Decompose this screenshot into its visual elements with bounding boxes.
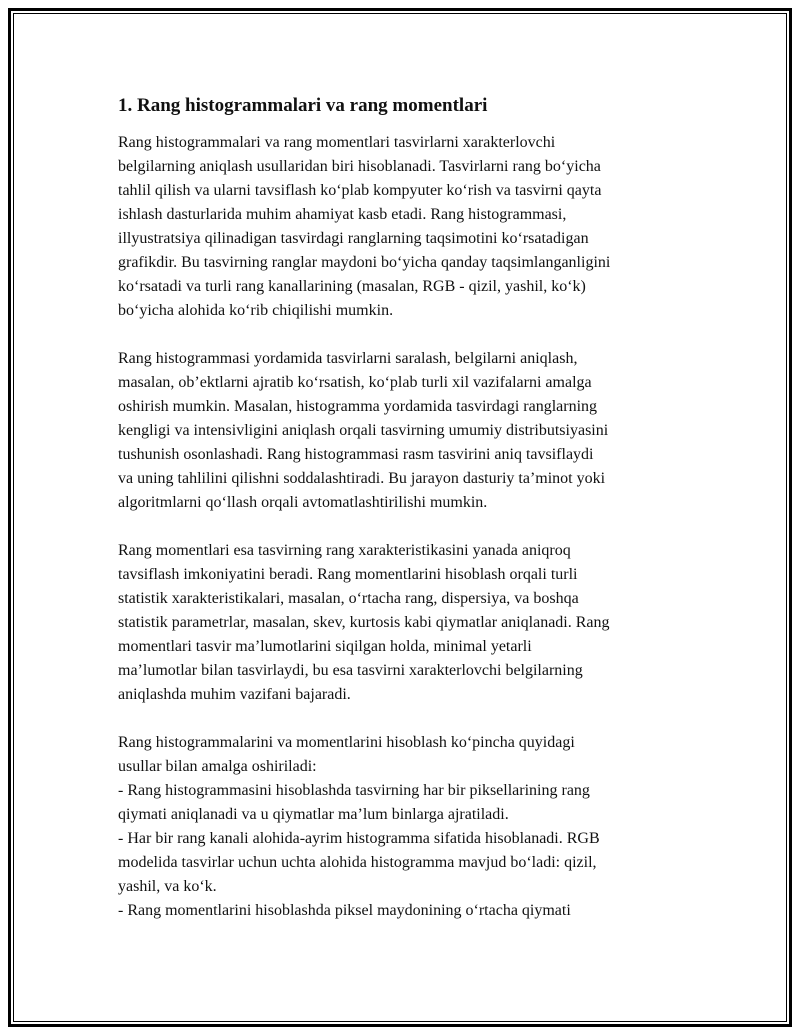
text-line: algoritmlarni qo‘llash orqali avtomatlashtirilishi mumkin.: [118, 494, 488, 511]
text-line: masalan, ob’ektlarni ajratib ko‘rsatish, ko‘plab turli xil vazifalarni amalga: [118, 374, 592, 391]
text-line: Rang momentlari esa tasvirning rang xarakteristikasini yanada aniqroq: [118, 542, 571, 559]
text-line: usullar bilan amalga oshiriladi:: [118, 758, 317, 775]
text-line: tavsiflash imkoniyatini beradi. Rang momentlarini hisoblash orqali turli: [118, 566, 578, 583]
text-line: ishlash dasturlarida muhim ahamiyat kasb etadi. Rang histogrammasi,: [118, 206, 567, 223]
text-line: ma’lumotlar bilan tasvirlaydi, bu esa tasvirni xarakterlovchi belgilarning: [118, 662, 583, 679]
text-line: belgilarning aniqlash usullaridan biri hisoblanadi. Tasvirlarni rang bo‘yicha: [118, 158, 601, 175]
text-line: kengligi va intensivligini aniqlash orqali tasvirning umumiy distributsiyasini: [118, 422, 609, 439]
text-line: grafikdir. Bu tasvirning ranglar maydoni bo‘yicha qanday taqsimlanganligini: [118, 254, 611, 271]
text-line: tahlil qilish va ularni tavsiflash ko‘plab kompyuter ko‘rish va tasvirni qayta: [118, 182, 602, 199]
text-line: oshirish mumkin. Masalan, histogramma yordamida tasvirdagi ranglarning: [118, 398, 598, 415]
text-line: statistik parametrlar, masalan, skev, kurtosis kabi qiymatlar aniqlanadi. Rang: [118, 614, 610, 631]
text-line: Rang histogrammalarini va momentlarini hisoblash ko‘pincha quyidagi: [118, 734, 575, 751]
text-line: Rang histogrammalari va rang momentlari tasvirlarni xarakterlovchi: [118, 134, 556, 151]
paragraph-1: [118, 131, 688, 323]
section-heading: 1. Rang histogrammalari va rang momentlari: [118, 95, 488, 116]
paragraph-4: [118, 731, 688, 923]
text-line: bo‘yicha alohida ko‘rib chiqilishi mumkin.: [118, 302, 394, 319]
text-line: aniqlashda muhim vazifani bajaradi.: [118, 686, 351, 703]
paragraph-2: [118, 347, 688, 515]
paragraph-3: [118, 539, 688, 707]
document-body: [118, 93, 688, 923]
text-line: momentlari tasvir ma’lumotlarini siqilgan holda, minimal yetarli: [118, 638, 532, 655]
list-item: - Har bir rang kanali alohida-ayrim histogramma sifatida hisoblanadi. RGB: [118, 830, 600, 847]
text-line: ko‘rsatadi va turli rang kanallarining (masalan, RGB - qizil, yashil, ko‘k): [118, 278, 586, 295]
text-line: modelida tasvirlar uchun uchta alohida histogramma mavjud bo‘ladi: qizil,: [118, 854, 597, 871]
text-line: tushunish osonlashadi. Rang histogrammasi rasm tasvirini aniq tavsiflaydi: [118, 446, 594, 463]
text-line: qiymati aniqlanadi va u qiymatlar ma’lum binlarga ajratiladi.: [118, 806, 509, 823]
text-line: illyustratsiya qilinadigan tasvirdagi ranglarning taqsimotini ko‘rsatadigan: [118, 230, 589, 247]
text-line: statistik xarakteristikalari, masalan, o‘rtacha rang, dispersiya, va boshqa: [118, 590, 579, 607]
text-line: Rang histogrammasi yordamida tasvirlarni saralash, belgilarni aniqlash,: [118, 350, 578, 367]
list-item: - Rang histogrammasini hisoblashda tasvirning har bir piksellarining rang: [118, 782, 590, 799]
text-line: yashil, va ko‘k.: [118, 878, 217, 895]
text-line: va uning tahlilini qilishni soddalashtiradi. Bu jarayon dasturiy ta’minot yoki: [118, 470, 606, 487]
list-item: - Rang momentlarini hisoblashda piksel maydonining o‘rtacha qiymati: [118, 902, 571, 919]
